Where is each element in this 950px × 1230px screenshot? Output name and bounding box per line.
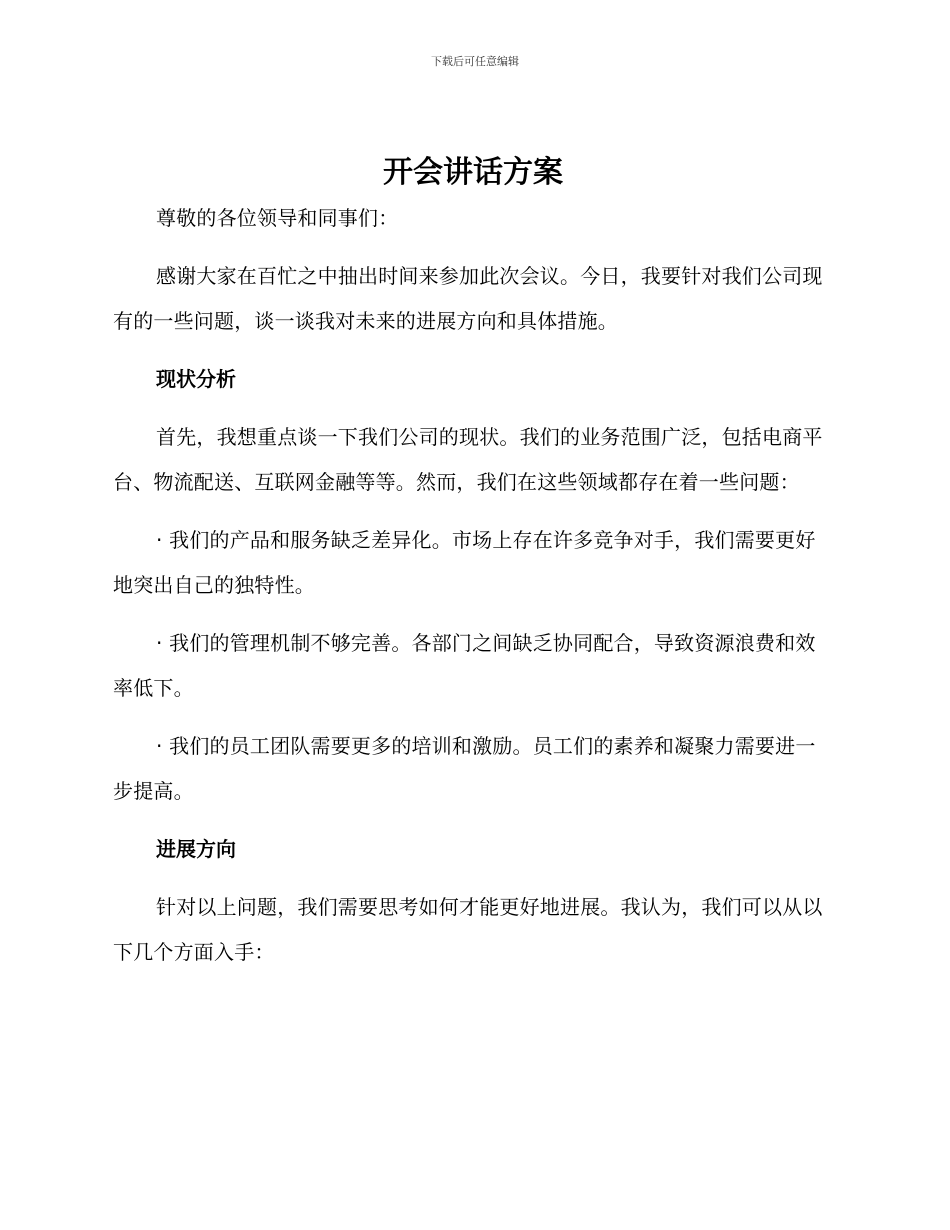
intro-paragraph: 感谢大家在百忙之中抽出时间来参加此次会议。今日，我要针对我们公司现有的一些问题，谈一谈我对未来的进展方向和具体措施。 — [113, 264, 823, 333]
greeting-paragraph: 尊敬的各位领导和同事们： — [156, 206, 399, 230]
document-title: 开会讲话方案 — [383, 155, 563, 190]
direction-paragraph: 针对以上问题，我们需要思考如何才能更好地进展。我认为，我们可以从以下几个方面入手： — [113, 895, 823, 964]
section-heading-status: 现状分析 — [156, 367, 236, 391]
status-paragraph: 首先，我想重点谈一下我们公司的现状。我们的业务范围广泛，包括电商平台、物流配送、互联网金融等等。然而，我们在这些领域都存在着一些问题： — [113, 425, 823, 494]
bullet-item: · 我们的员工团队需要更多的培训和激励。员工们的素养和凝聚力需要进一步提高。 — [113, 734, 816, 803]
bullet-item: · 我们的产品和服务缺乏差异化。市场上存在许多竞争对手，我们需要更好地突出自己的独特性。 — [113, 528, 816, 597]
bullet-item: · 我们的管理机制不够完善。各部门之间缺乏协同配合，导致资源浪费和效率低下。 — [113, 631, 816, 700]
page-header-note: 下载后可任意编辑 — [431, 55, 519, 68]
section-heading-direction: 进展方向 — [156, 837, 236, 861]
document-body — [113, 150, 833, 975]
